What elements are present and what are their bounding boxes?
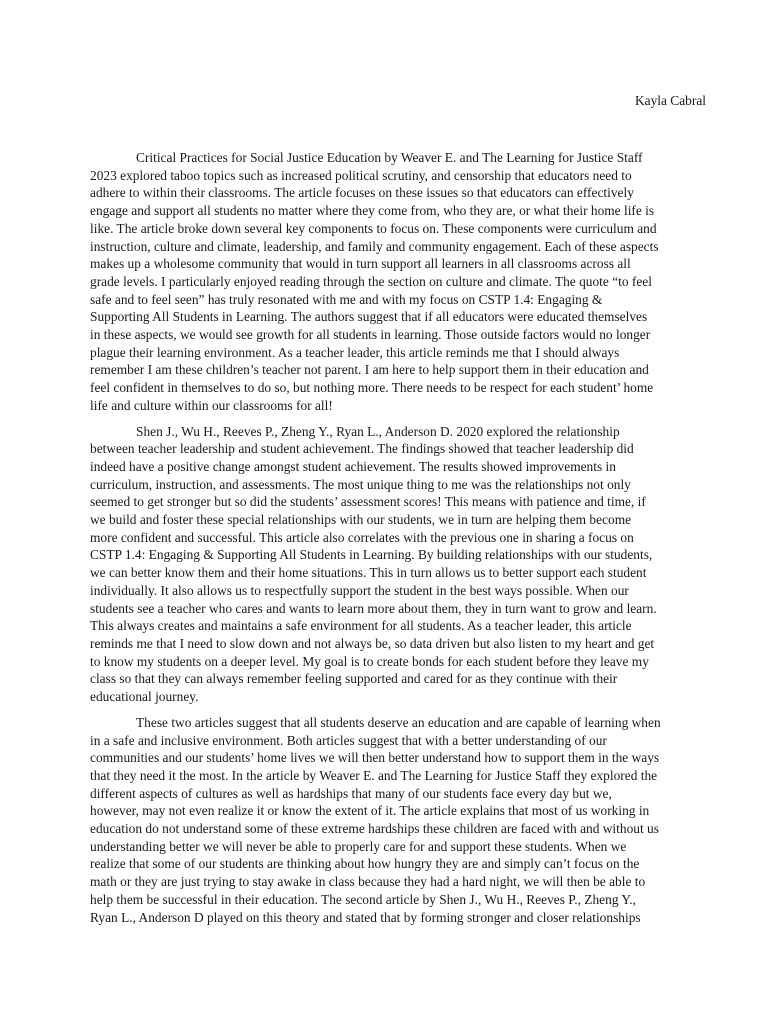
text-line: engage and support all students no matter where they come from, who they are, or what their home life is: [90, 203, 655, 219]
text-line: education do not understand some of these extreme hardships these children are faced with and without us: [90, 821, 659, 837]
document-body: [90, 149, 678, 934]
body-paragraph: [90, 423, 678, 706]
text-line: more confident and successful. This article also correlates with the previous one in sharing a focus on: [90, 529, 634, 545]
text-line: seemed to get stronger but so did the students’ assessment scores! This means with patience and time, if: [90, 494, 646, 510]
body-paragraph: [90, 714, 678, 926]
text-line: instruction, culture and climate, leadership, and family and community engagement. Each of these aspects: [90, 238, 659, 254]
text-line: safe and to feel seen” has truly resonated with me and with my focus on CSTP 1.4: Engaging &: [90, 291, 603, 307]
text-line: educational journey.: [90, 689, 199, 705]
text-line: in a safe and inclusive environment. Both articles suggest that with a better understanding of our: [90, 732, 607, 748]
text-line: 2023 explored taboo topics such as increased political scrutiny, and censorship that educators need to: [90, 167, 632, 183]
text-line: math or they are just trying to stay awake in class because they had a hard night, we will then be able to: [90, 874, 646, 890]
author-name: Kayla Cabral: [634, 93, 706, 108]
text-line: communities and our students’ home lives we will then better understand how to support them in the ways: [90, 750, 660, 766]
text-line: realize that some of our students are thinking about how hungry they are and simply can’t focus on the: [90, 856, 640, 872]
text-line: grade levels. I particularly enjoyed reading through the section on culture and climate. The quote “to feel: [90, 273, 652, 289]
text-line: feel confident in themselves to do so, but nothing more. There needs to be respect for each student’ home: [90, 380, 654, 396]
text-line: Critical Practices for Social Justice Education by Weaver E. and The Learning for Justice Staff: [136, 150, 643, 165]
text-line: we build and foster these special relationships with our students, we in turn are helping them become: [90, 512, 632, 528]
text-line: different aspects of cultures as well as hardships that many of our students face every day but we,: [90, 785, 612, 801]
text-line: adhere to within their classrooms. The article focuses on these issues so that educators can effectively: [90, 185, 634, 201]
text-line: makes up a wholesome community that would in turn support all learners in all classrooms across all: [90, 256, 631, 272]
text-line: Shen J., Wu H., Reeves P., Zheng Y., Ryan L., Anderson D. 2020 explored the relationship: [136, 423, 620, 439]
text-line: between teacher leadership and student achievement. The findings showed that teacher leadership did: [90, 441, 634, 457]
text-line: students see a teacher who cares and wants to learn more about them, they in turn want to grow and learn.: [90, 600, 657, 616]
text-line: in these aspects, we would see growth for all students in learning. Those outside factors would no longer: [90, 327, 651, 343]
text-line: remember I am these children’s teacher not parent. I am here to help support them in their education and: [90, 362, 649, 378]
text-line: Ryan L., Anderson D played on this theory and stated that by forming stronger and closer relationships: [90, 909, 641, 925]
text-line: curriculum, instruction, and assessments. The most unique thing to me was the relationships not only: [90, 476, 631, 492]
text-line: This always creates and maintains a safe environment for all students. As a teacher leader, this article: [90, 618, 632, 634]
text-line: that they need it the most. In the article by Weaver E. and The Learning for Justice Staff they explored the: [90, 767, 658, 783]
text-line: plague their learning environment. As a teacher leader, this article reminds me that I should always: [90, 344, 620, 360]
text-line: life and culture within our classrooms for all!: [90, 397, 333, 413]
text-line: These two articles suggest that all students deserve an education and are capable of learning when: [136, 714, 661, 730]
text-line: understanding better we will never be able to properly care for and support these students. When we: [90, 838, 627, 854]
text-line: we can better know them and their home situations. This in turn allows us to better support each student: [90, 565, 647, 581]
body-paragraph: [90, 149, 678, 415]
text-line: help them be successful in their education. The second article by Shen J., Wu H., Reeves P., Zheng Y.,: [90, 891, 636, 907]
text-line: class so that they can always remember feeling supported and cared for as they continue with their: [90, 671, 618, 687]
text-line: like. The article broke down several key components to focus on. These components were curriculum and: [90, 220, 657, 236]
text-line: however, may not even realize it or know the extent of it. The article explains that most of us working in: [90, 803, 650, 819]
text-line: Supporting All Students in Learning. The authors suggest that if all educators were educated themselves: [90, 309, 648, 325]
text-line: reminds me that I need to slow down and not always be, so data driven but also listen to my heart and get: [90, 635, 655, 651]
text-line: indeed have a positive change amongst student achievement. The results showed improvements in: [90, 458, 616, 474]
text-line: CSTP 1.4: Engaging & Supporting All Students in Learning. By building relationships with our students,: [90, 547, 653, 563]
text-line: to know my students on a deeper level. My goal is to create bonds for each student before they leave my: [90, 653, 649, 669]
text-line: individually. It also allows us to respectfully support the student in the best ways possible. When our: [90, 582, 629, 598]
